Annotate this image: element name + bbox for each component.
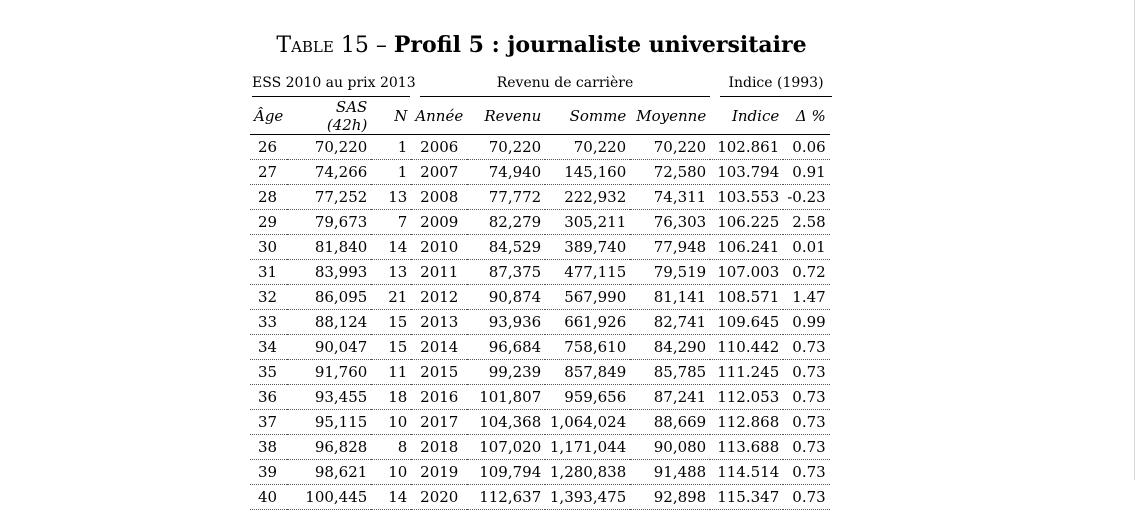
cell-indice: 102.861 (710, 135, 783, 160)
cell-delta: 0.01 (783, 235, 829, 260)
table-row (250, 385, 830, 410)
cell-indice: 103.794 (710, 160, 783, 185)
group-rule-indice (720, 96, 832, 97)
cell-revenu: 82,279 (467, 210, 545, 235)
column-header-n: N (371, 98, 411, 135)
page-edge (1134, 0, 1135, 480)
cell-revenu: 70,220 (467, 135, 545, 160)
cell-moyenne: 85,785 (630, 360, 710, 385)
cell-annee: 2011 (411, 260, 467, 285)
cell-sas: 86,095 (287, 285, 371, 310)
cell-moyenne: 90,080 (630, 435, 710, 460)
cell-age: 28 (250, 185, 287, 210)
cell-indice: 108.571 (710, 285, 783, 310)
cell-n: 21 (371, 285, 411, 310)
cell-delta: 0.73 (783, 410, 829, 435)
cell-sas: 100,445 (287, 485, 371, 510)
cell-moyenne: 77,948 (630, 235, 710, 260)
cell-annee: 2017 (411, 410, 467, 435)
cell-revenu: 112,637 (467, 485, 545, 510)
cell-annee: 2016 (411, 385, 467, 410)
cell-somme: 758,610 (545, 335, 630, 360)
column-header-somme: Somme (545, 98, 630, 135)
cell-revenu: 96,684 (467, 335, 545, 360)
cell-somme: 567,990 (545, 285, 630, 310)
cell-n: 8 (371, 435, 411, 460)
table-row (250, 135, 830, 160)
cell-revenu: 99,239 (467, 360, 545, 385)
cell-n: 13 (371, 260, 411, 285)
column-header-age: Âge (250, 98, 287, 135)
column-header-sas: SAS (42h) (287, 98, 371, 135)
cell-sas: 91,760 (287, 360, 371, 385)
cell-sas: 81,840 (287, 235, 371, 260)
cell-n: 1 (371, 135, 411, 160)
cell-moyenne: 76,303 (630, 210, 710, 235)
cell-annee: 2018 (411, 435, 467, 460)
cell-sas: 77,252 (287, 185, 371, 210)
cell-delta: 0.73 (783, 385, 829, 410)
cell-sas: 98,621 (287, 460, 371, 485)
cell-age: 36 (250, 385, 287, 410)
table-caption (0, 31, 1083, 60)
cell-n: 1 (371, 160, 411, 185)
cell-age: 32 (250, 285, 287, 310)
cell-age: 31 (250, 260, 287, 285)
cell-sas: 70,220 (287, 135, 371, 160)
cell-delta: 1.47 (783, 285, 829, 310)
cell-delta: 0.72 (783, 260, 829, 285)
cell-somme: 477,115 (545, 260, 630, 285)
table-row (250, 485, 830, 510)
cell-moyenne: 72,580 (630, 160, 710, 185)
cell-indice: 106.241 (710, 235, 783, 260)
cell-delta: 0.73 (783, 460, 829, 485)
cell-indice: 112.868 (710, 410, 783, 435)
cell-n: 18 (371, 385, 411, 410)
cell-moyenne: 88,669 (630, 410, 710, 435)
group-rule-revenu (420, 96, 710, 97)
cell-somme: 145,160 (545, 160, 630, 185)
cell-delta: 0.73 (783, 360, 829, 385)
cell-delta: 0.91 (783, 160, 829, 185)
group-rule-ess (252, 96, 410, 97)
cell-delta: 2.58 (783, 210, 829, 235)
cell-revenu: 101,807 (467, 385, 545, 410)
cell-annee: 2013 (411, 310, 467, 335)
cell-age: 27 (250, 160, 287, 185)
cell-n: 13 (371, 185, 411, 210)
cell-annee: 2009 (411, 210, 467, 235)
cell-somme: 1,064,024 (545, 410, 630, 435)
caption-separator: – (375, 33, 387, 58)
cell-sas: 96,828 (287, 435, 371, 460)
cell-moyenne: 87,241 (630, 385, 710, 410)
cell-annee: 2015 (411, 360, 467, 385)
table-row (250, 335, 830, 360)
table-row (250, 210, 830, 235)
cell-annee: 2007 (411, 160, 467, 185)
cell-sas: 79,673 (287, 210, 371, 235)
cell-indice: 106.225 (710, 210, 783, 235)
column-header-indice: Indice (710, 98, 783, 135)
cell-sas: 74,266 (287, 160, 371, 185)
cell-age: 37 (250, 410, 287, 435)
cell-annee: 2008 (411, 185, 467, 210)
cell-somme: 1,280,838 (545, 460, 630, 485)
table-row (250, 460, 830, 485)
cell-delta: 0.06 (783, 135, 829, 160)
table-body (250, 135, 830, 510)
column-header-annee: Année (411, 98, 467, 135)
cell-n: 15 (371, 310, 411, 335)
group-header-revenu: Revenu de carrière (496, 75, 634, 91)
cell-annee: 2019 (411, 460, 467, 485)
cell-indice: 103.553 (710, 185, 783, 210)
cell-moyenne: 70,220 (630, 135, 710, 160)
cell-revenu: 107,020 (467, 435, 545, 460)
cell-age: 29 (250, 210, 287, 235)
table-row (250, 260, 830, 285)
table-row (250, 360, 830, 385)
cell-revenu: 84,529 (467, 235, 545, 260)
caption-label: Table 15 (276, 33, 369, 58)
cell-sas: 83,993 (287, 260, 371, 285)
cell-moyenne: 79,519 (630, 260, 710, 285)
table-row (250, 285, 830, 310)
cell-age: 26 (250, 135, 287, 160)
cell-sas: 95,115 (287, 410, 371, 435)
cell-age: 35 (250, 360, 287, 385)
cell-sas: 88,124 (287, 310, 371, 335)
column-header-revenu: Revenu (467, 98, 545, 135)
cell-somme: 70,220 (545, 135, 630, 160)
cell-somme: 389,740 (545, 235, 630, 260)
cell-revenu: 77,772 (467, 185, 545, 210)
cell-n: 15 (371, 335, 411, 360)
cell-revenu: 87,375 (467, 260, 545, 285)
cell-somme: 661,926 (545, 310, 630, 335)
cell-age: 40 (250, 485, 287, 510)
cell-revenu: 93,936 (467, 310, 545, 335)
cell-age: 38 (250, 435, 287, 460)
table-row (250, 160, 830, 185)
cell-indice: 110.442 (710, 335, 783, 360)
cell-revenu: 74,940 (467, 160, 545, 185)
cell-moyenne: 82,741 (630, 310, 710, 335)
cell-delta: 0.73 (783, 485, 829, 510)
cell-n: 7 (371, 210, 411, 235)
cell-somme: 959,656 (545, 385, 630, 410)
column-header-row (250, 98, 830, 135)
cell-somme: 857,849 (545, 360, 630, 385)
cell-annee: 2020 (411, 485, 467, 510)
cell-indice: 112.053 (710, 385, 783, 410)
cell-moyenne: 74,311 (630, 185, 710, 210)
cell-revenu: 104,368 (467, 410, 545, 435)
cell-somme: 222,932 (545, 185, 630, 210)
table-row (250, 235, 830, 260)
cell-indice: 113.688 (710, 435, 783, 460)
cell-indice: 107.003 (710, 260, 783, 285)
cell-annee: 2012 (411, 285, 467, 310)
cell-n: 10 (371, 410, 411, 435)
cell-indice: 109.645 (710, 310, 783, 335)
cell-moyenne: 84,290 (630, 335, 710, 360)
cell-delta: -0.23 (783, 185, 829, 210)
cell-somme: 305,211 (545, 210, 630, 235)
cell-indice: 111.245 (710, 360, 783, 385)
column-header-delta: Δ % (783, 98, 829, 135)
caption-title: Profil 5 : journaliste universitaire (393, 32, 807, 58)
cell-annee: 2014 (411, 335, 467, 360)
cell-sas: 93,455 (287, 385, 371, 410)
cell-annee: 2006 (411, 135, 467, 160)
column-header-moyenne: Moyenne (630, 98, 710, 135)
cell-somme: 1,171,044 (545, 435, 630, 460)
data-table (250, 98, 830, 510)
cell-age: 34 (250, 335, 287, 360)
cell-n: 11 (371, 360, 411, 385)
cell-n: 14 (371, 235, 411, 260)
cell-somme: 1,393,475 (545, 485, 630, 510)
table-row (250, 310, 830, 335)
cell-delta: 0.73 (783, 335, 829, 360)
cell-moyenne: 92,898 (630, 485, 710, 510)
table-row (250, 410, 830, 435)
cell-annee: 2010 (411, 235, 467, 260)
cell-n: 10 (371, 460, 411, 485)
cell-revenu: 90,874 (467, 285, 545, 310)
cell-n: 14 (371, 485, 411, 510)
cell-revenu: 109,794 (467, 460, 545, 485)
cell-moyenne: 81,141 (630, 285, 710, 310)
cell-indice: 114.514 (710, 460, 783, 485)
table-row (250, 435, 830, 460)
cell-delta: 0.73 (783, 435, 829, 460)
cell-age: 30 (250, 235, 287, 260)
group-header-ess: ESS 2010 au prix 2013 (252, 75, 416, 91)
table-row (250, 185, 830, 210)
cell-delta: 0.99 (783, 310, 829, 335)
cell-indice: 115.347 (710, 485, 783, 510)
group-header-indice: Indice (1993) (728, 75, 824, 91)
cell-age: 39 (250, 460, 287, 485)
cell-sas: 90,047 (287, 335, 371, 360)
cell-moyenne: 91,488 (630, 460, 710, 485)
cell-age: 33 (250, 310, 287, 335)
